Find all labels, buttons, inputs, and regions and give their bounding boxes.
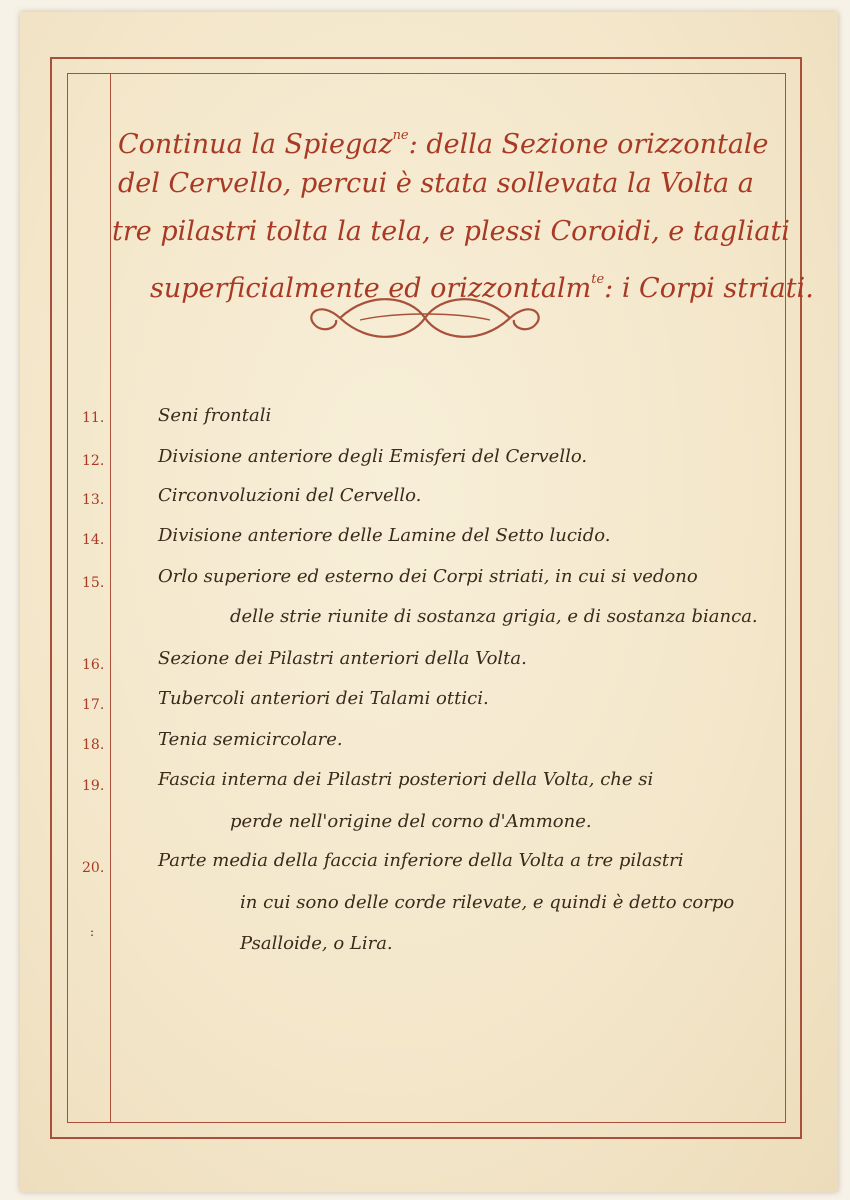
entry-text: Orlo superiore ed esterno dei Corpi striati, in cui si vedono: [158, 566, 698, 587]
entry-text: Divisione anteriore delle Lamine del Setto lucido.: [158, 525, 611, 546]
decorative-flourish: [300, 290, 550, 346]
title-line-3: tre pilastri tolta la tela, e plessi Coroidi, e tagliati: [112, 216, 790, 247]
entry-text: Parte media della faccia inferiore della Volta a tre pilastri: [158, 850, 684, 871]
entry-number: 11.: [82, 410, 105, 426]
ink-mark: :: [90, 925, 95, 939]
entry-text: Divisione anteriore degli Emisferi del Cervello.: [158, 446, 588, 467]
entry-number: 13.: [82, 492, 105, 508]
title-line-2: del Cervello, percui è stata sollevata la Volta a: [118, 168, 754, 199]
entry-text: Fascia interna dei Pilastri posteriori della Volta, che si: [158, 769, 654, 790]
margin-rule: [110, 73, 111, 1123]
entry-text: Tubercoli anteriori dei Talami ottici.: [158, 688, 489, 709]
entry-text-continuation: delle strie riunite di sostanza grigia, e di sostanza bianca.: [230, 606, 758, 627]
entry-text: Tenia semicircolare.: [158, 729, 343, 750]
title-line-1: Continua la Spiegaz$^{ne}$: della Sezione orizzontale: [118, 128, 769, 160]
entry-number: 16.: [82, 657, 105, 673]
entry-number: 14.: [82, 532, 105, 548]
entry-number: 12.: [82, 453, 105, 469]
entry-number: 15.: [82, 575, 105, 591]
entry-text-continuation: Psalloide, o Lira.: [240, 933, 393, 954]
entry-number: 17.: [82, 697, 105, 713]
entry-text-continuation: in cui sono delle corde rilevate, e quindi è detto corpo: [240, 892, 735, 913]
entry-number: 18.: [82, 737, 105, 753]
entry-number: 20.: [82, 860, 105, 876]
entry-text-continuation: perde nell'origine del corno d'Ammone.: [230, 811, 592, 832]
title-line-4: superficialmente ed orizzontalm$^{te}$: i Corpi striati.: [150, 272, 814, 304]
entry-text: Circonvoluzioni del Cervello.: [158, 485, 422, 506]
entry-text: Sezione dei Pilastri anteriori della Volta.: [158, 648, 527, 669]
entry-number: 19.: [82, 778, 105, 794]
entry-text: Seni frontali: [158, 405, 272, 426]
